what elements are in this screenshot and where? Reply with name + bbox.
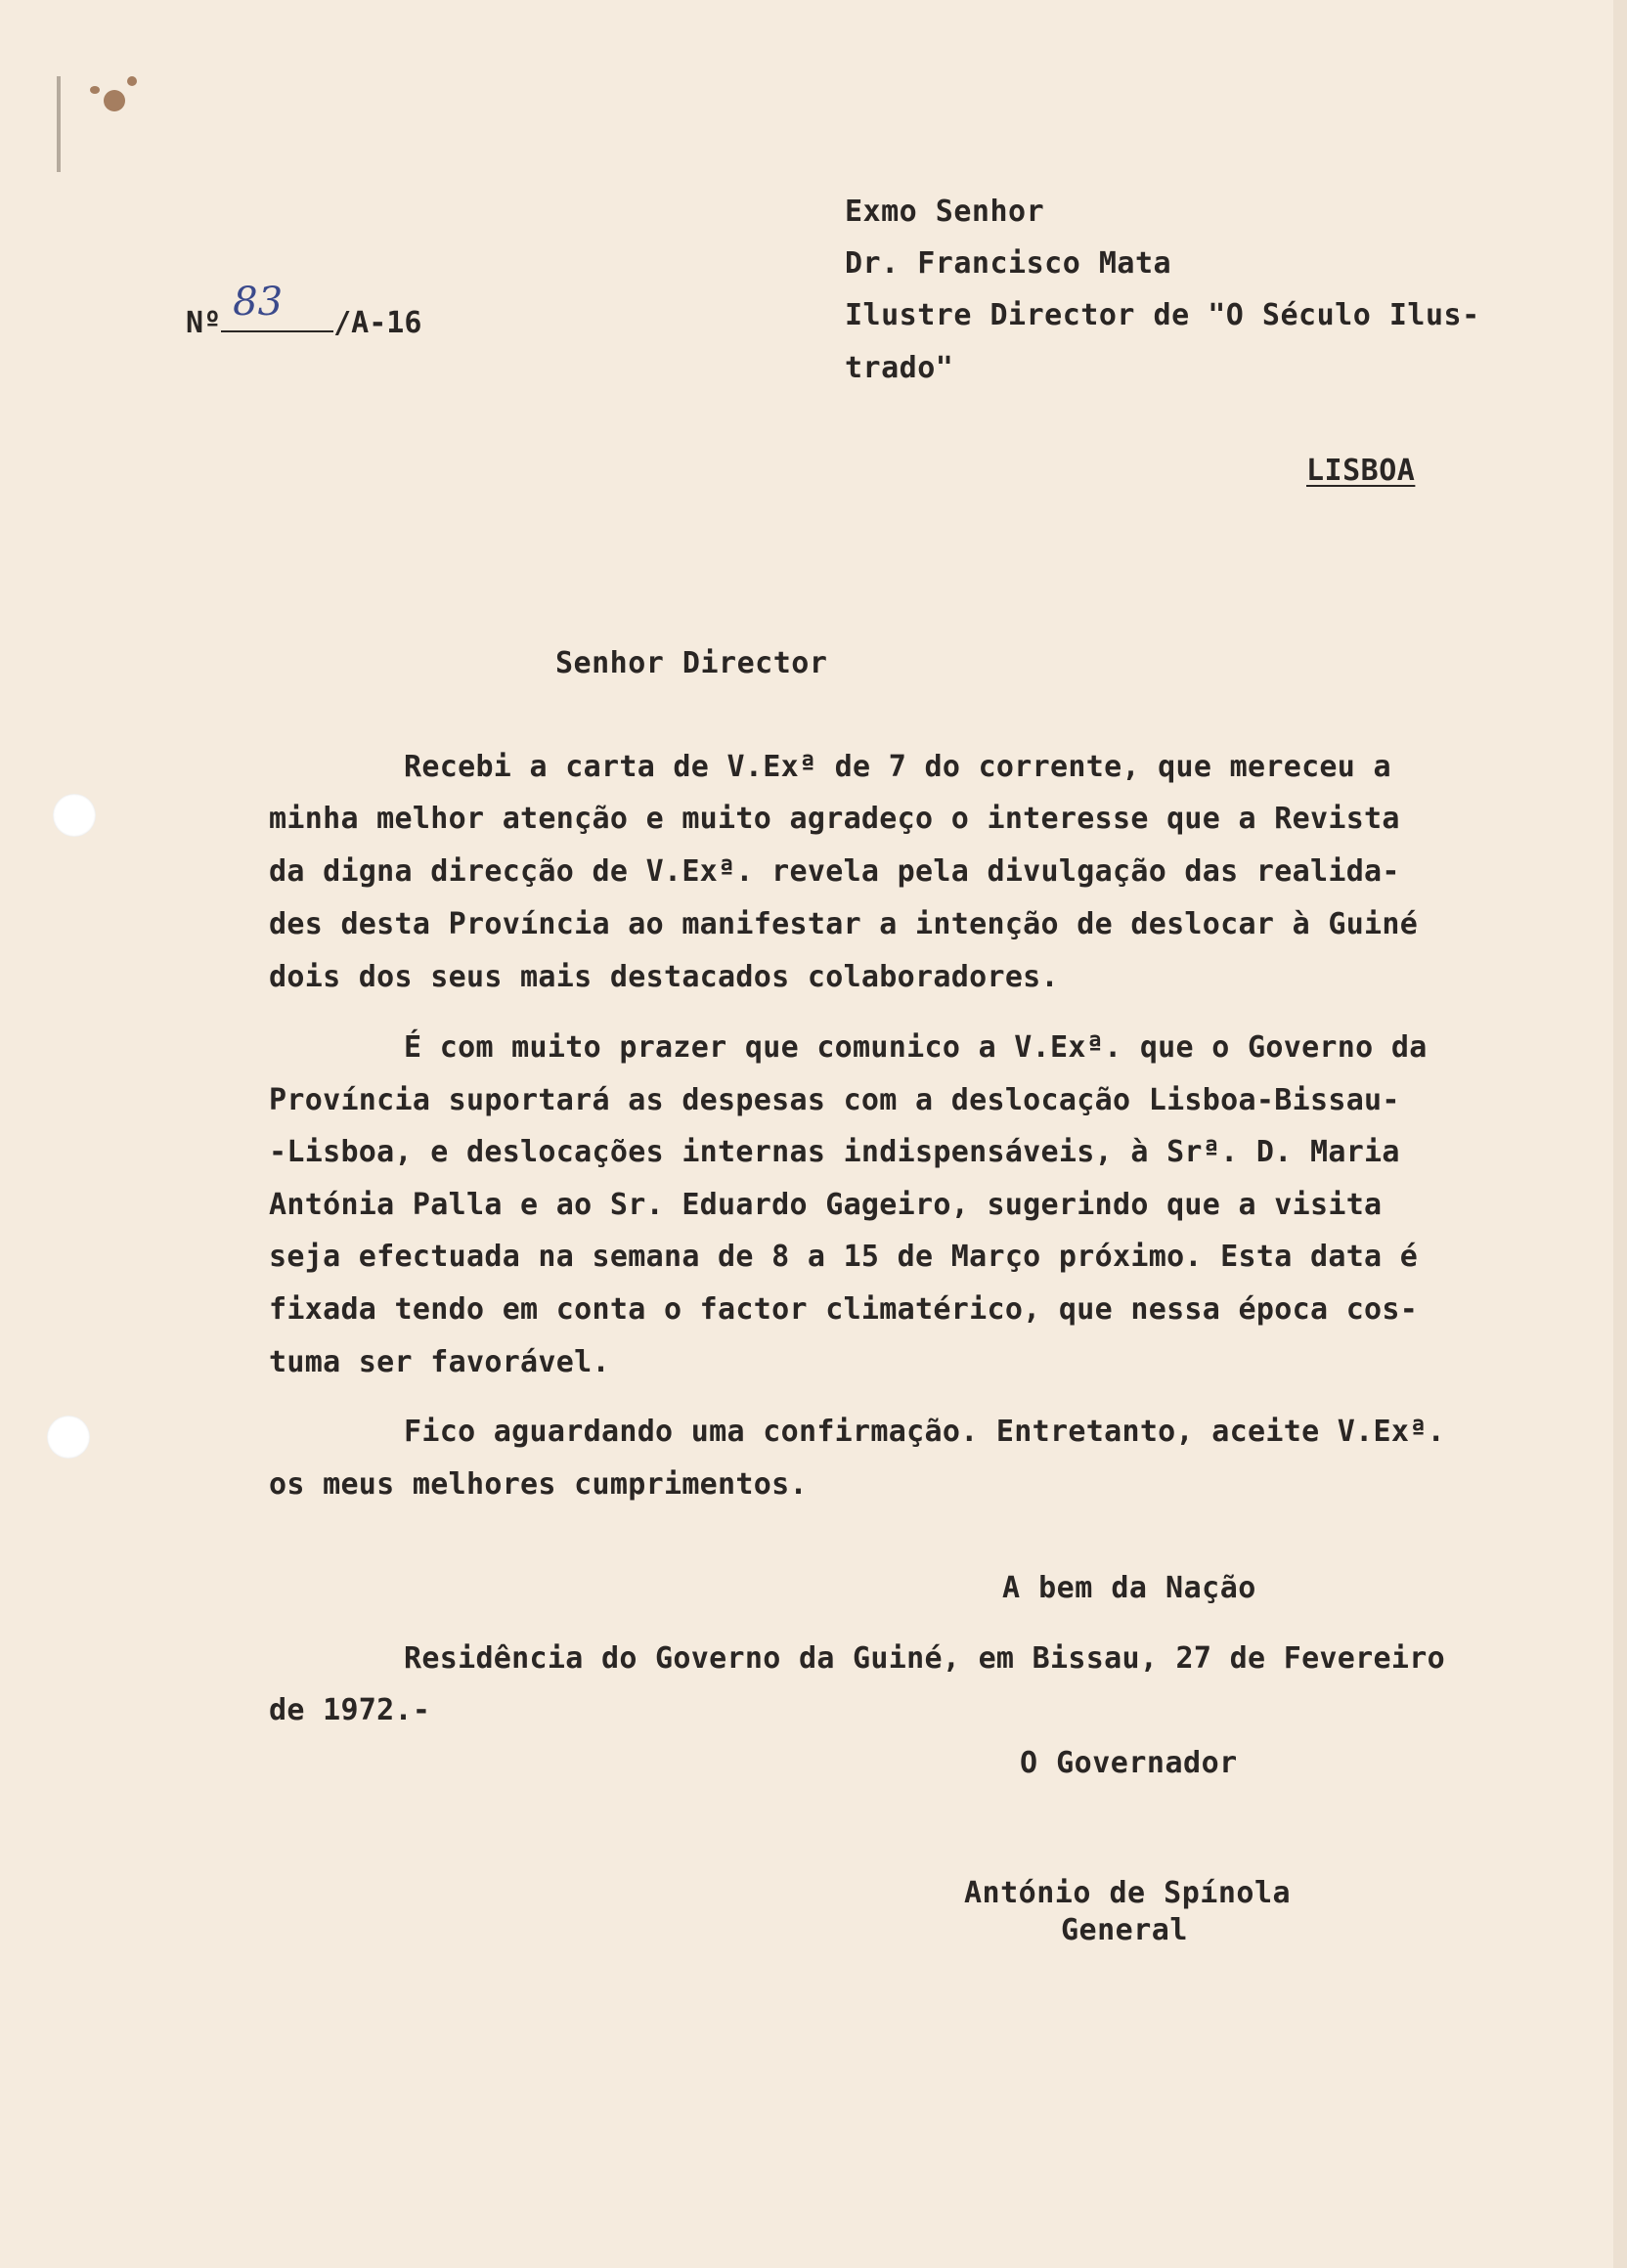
addressee-line: Exmo Senhor: [845, 195, 1045, 229]
salutation: Senhor Director: [555, 646, 828, 680]
staple-mark: [57, 76, 61, 172]
reference-blank: [221, 280, 333, 332]
place-date-line: de 1972.-: [269, 1693, 431, 1727]
handwritten-number: 83: [233, 280, 284, 325]
addressee-line: trado": [845, 351, 954, 385]
paragraph-line: da digna direcção de V.Exª. revela pela divulgação das realida-: [269, 854, 1400, 889]
paragraph-line: É com muito prazer que comunico a V.Exª. que o Governo da: [404, 1030, 1428, 1065]
paragraph-line: minha melhor atenção e muito agradeço o interesse que a Revista: [269, 802, 1400, 836]
addressee-city: LISBOA: [1306, 454, 1416, 488]
reference-number: [186, 280, 422, 340]
addressee-line: Ilustre Director de "O Século Ilus-: [845, 298, 1480, 332]
rust-spot: [127, 76, 137, 86]
paragraph-line: dois dos seus mais destacados colaboradores.: [269, 960, 1059, 994]
signatory-rank: General: [1061, 1913, 1188, 1947]
paragraph-line: Antónia Palla e ao Sr. Eduardo Gageiro, sugerindo que a visita: [269, 1188, 1383, 1222]
paragraph-line: -Lisboa, e deslocações internas indispensáveis, à Srª. D. Maria: [269, 1135, 1400, 1169]
place-date-line: Residência do Governo da Guiné, em Bissau, 27 de Fevereiro: [404, 1641, 1445, 1676]
paragraph-line: seja efectuada na semana de 8 a 15 de Março próximo. Esta data é: [269, 1240, 1419, 1274]
paragraph-line: Província suportará as despesas com a deslocação Lisboa-Bissau-: [269, 1083, 1400, 1117]
paragraph-line: tuma ser favorável.: [269, 1345, 610, 1379]
rust-spot: [90, 86, 100, 94]
punch-hole: [53, 794, 96, 837]
reference-prefix: Nº: [186, 306, 222, 340]
paragraph-line: os meus melhores cumprimentos.: [269, 1467, 808, 1502]
addressee-line: Dr. Francisco Mata: [845, 246, 1172, 281]
punch-hole: [47, 1416, 90, 1459]
page-edge-shadow: [1613, 0, 1627, 2268]
reference-suffix: /A-16: [333, 306, 422, 340]
closing-formula: A bem da Nação: [1002, 1571, 1256, 1605]
paragraph-line: Fico aguardando uma confirmação. Entretanto, aceite V.Exª.: [404, 1415, 1445, 1449]
signatory-name: António de Spínola: [964, 1876, 1292, 1910]
paragraph-line: Recebi a carta de V.Exª de 7 do corrente, que mereceu a: [404, 750, 1391, 784]
rust-spot: [104, 90, 125, 111]
signatory-role: O Governador: [1020, 1746, 1238, 1780]
paragraph-line: des desta Província ao manifestar a intenção de deslocar à Guiné: [269, 907, 1419, 941]
paragraph-line: fixada tendo em conta o factor climatérico, que nessa época cos-: [269, 1292, 1419, 1327]
